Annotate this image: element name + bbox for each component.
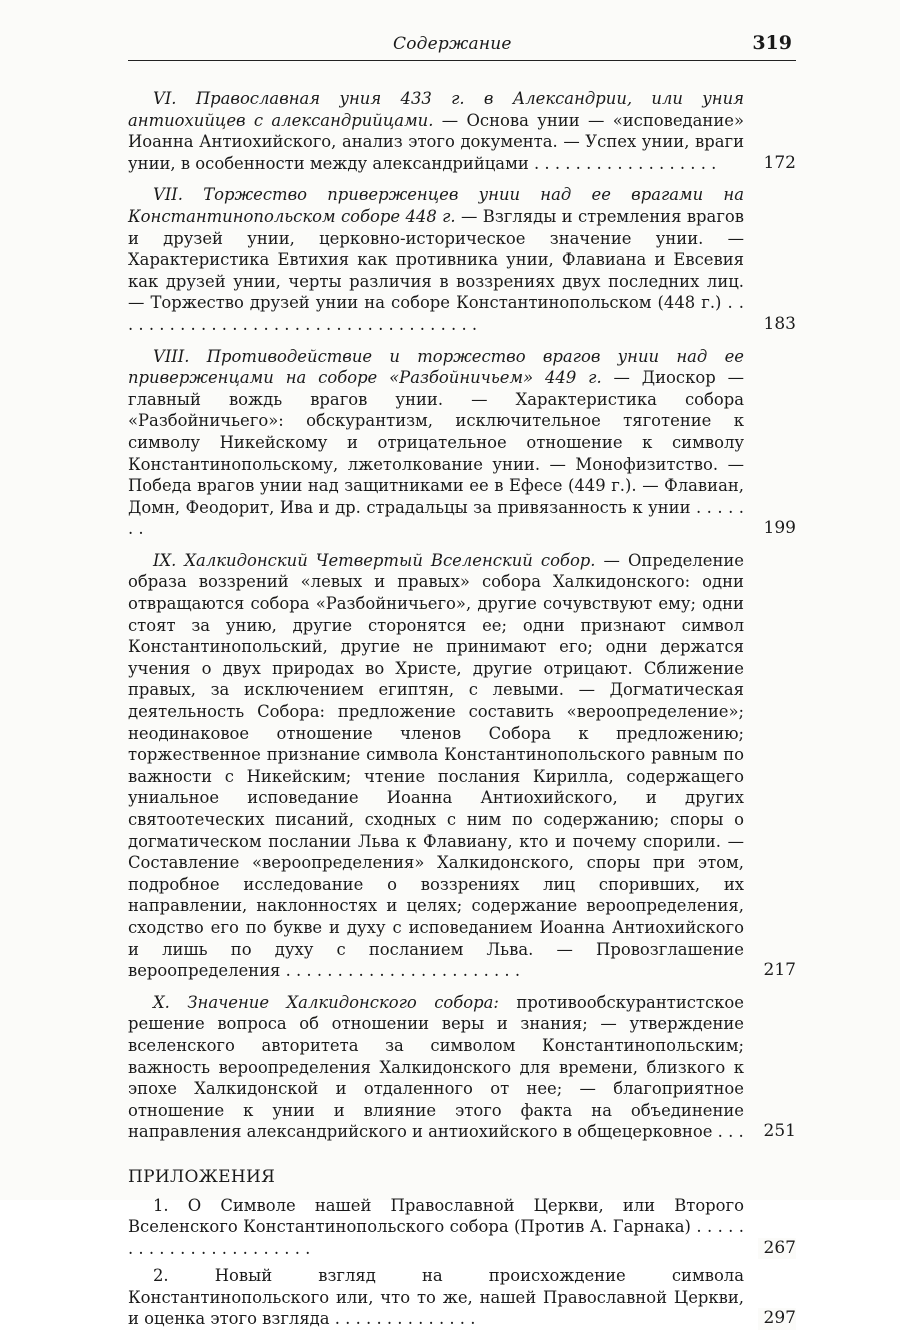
toc-entry-ix xyxy=(128,550,796,982)
toc-entry-title: VII. Торжество приверженцев унии над ее врагами на Константинопольском соборе 448 г. xyxy=(128,185,744,226)
toc-entry-title: VIII. Противодействие и торжество врагов унии над ее приверженцами на соборе «Разбойничьем» 449 г. xyxy=(128,346,744,388)
dot-leader: . . . . . . . . . . . . . . . . . . xyxy=(528,153,717,173)
toc-entry-description: — Диоскор — главный вождь врагов унии. — Характеристика собора «Разбойничьего»: обскурантизм, исключительное тяготение к символу Никейскому и отрицательное отношение к символу Константинопольскому, лжетолкование унии. — Монофизитство. — Победа врагов унии над защитниками ее в Ефесе (449 г.). — Флавиан, Домн, Феодорит, Ива и др. страдальцы за привязанность к унии xyxy=(128,368,744,517)
toc-entry-text xyxy=(128,88,744,174)
dot-leader: . . . . . . . . . . . . . . . . . . . . . . . xyxy=(280,961,521,981)
appendix-entry-text xyxy=(128,1195,744,1260)
appendix-entry-text xyxy=(128,1265,744,1330)
toc-entry-title: X. Значение Халкидонского собора: xyxy=(153,992,499,1012)
running-title: Содержание xyxy=(393,34,512,54)
toc-entry-vii xyxy=(128,184,796,335)
dot-leader: . . . . . . . . . . . . . . . . . . . . . . . xyxy=(128,1217,744,1258)
toc-entry-description: — Взгляды и стремления врагов и друзей унии, церковно-историческое значение унии. — Характеристика Евтихия как противника унии, Флавиана и Евсевия как друзей унии, черты различия в воззрениях двух последних лиц. — Торжество друзей унии на соборе Константинопольском (448 г.) xyxy=(128,206,744,313)
appendix-entry-2 xyxy=(128,1265,796,1330)
toc-entry-text xyxy=(128,184,744,335)
toc-entry-viii xyxy=(128,346,796,540)
appendix-entry-title: 2. Новый взгляд на происхождение символа Константинопольского или, что то же, нашей Православной Церкви, и оценка этого взгляда xyxy=(128,1266,744,1329)
toc-entry-page: 251 xyxy=(758,1121,796,1143)
page-header xyxy=(128,30,796,61)
toc-entry-page: 183 xyxy=(758,314,796,336)
appendix-entry-1 xyxy=(128,1195,796,1260)
appendix-entry-page: 267 xyxy=(758,1238,796,1260)
appendix-entry-title: 1. О Символе нашей Православной Церкви, или Второго Вселенского Константинопольского собора (Против А. Гарнака) xyxy=(128,1195,744,1237)
toc-entry-title: VI. Православная уния 433 г. в Александрии, или уния антиохийцев с александрийцами. xyxy=(128,89,744,130)
toc-entry-vi xyxy=(128,88,796,174)
appendix-entry-page: 297 xyxy=(758,1308,796,1330)
toc-entry-x xyxy=(128,992,796,1143)
toc-entry-title: IX. Халкидонский Четвертый Вселенский собор. xyxy=(153,550,596,570)
toc-entry-description: — Определение образа воззрений «левых и правых» собора Халкидонского: одни отвращаются собора «Разбойничьего», другие сочувствуют ему; одни стоят за унию, другие сторонятся ее; одни признают символ Константинопольский, другие не принимают его; одни держатся учения о двух природах во Христе, другие отрицают. Сближение правых, за исключением египтян, с левыми. — Догматическая деятельность Собора: предложение составить «вероопределение»; неодинаковое отношение членов Собора к предложению; торжественное признание символа Константинопольского равным по важности с Никейским; чтение послания Кирилла, содержащего униальное исповедание Иоанна Антиохийского, и других святоотеческих писаний, сходных с ним по содержанию; споры о догматическом послании Льва к Флавиану, кто и почему спорили. — Составление «вероопределения» Халкидонского, споры при этом, подробное исследование о воззрениях лиц споривших, их направлении, наклонностях и целях; содержание вероопределения, сходство его по букве и духу с исповеданием Иоанна Антиохийского и лишь по духу с посланием Льва. — Провозглашение вероопределения xyxy=(128,550,744,981)
dot-leader: . . . . . . . . . . . . . . xyxy=(329,1309,476,1329)
toc-entry-text xyxy=(128,550,744,982)
appendix-heading: ПРИЛОЖЕНИЯ xyxy=(128,1166,276,1187)
toc-entry-page: 172 xyxy=(758,153,796,175)
page-number: 319 xyxy=(752,32,792,54)
dot-leader: . . . . . . . . . . . . . . . . . . . . . . . . . . . . . . . . . . . . xyxy=(128,293,744,334)
toc-entry-text xyxy=(128,346,744,540)
toc-entry-page: 217 xyxy=(758,960,796,982)
toc-entry-description: противообскурантистское решение вопроса об отношении веры и знания; — утверждение вселенского авторитета за символом Константинопольским; важность вероопределения Халкидонского для времени, близкого к эпохе Халкидонской и отдаленного от нее; — благоприятное отношение к унии и влияние этого факта на объединение направления александрийского и антиохийского в общецерковное xyxy=(128,992,744,1142)
table-of-contents xyxy=(128,88,796,1336)
toc-entry-text xyxy=(128,992,744,1143)
dot-leader: . . . . . . . xyxy=(128,497,744,539)
toc-entry-description: — Основа унии — «исповедание» Иоанна Антиохийского, анализ этого документа. — Успех унии, враги унии, в особенности между александрийцами xyxy=(128,110,744,173)
dot-leader: . . . xyxy=(712,1122,744,1142)
toc-entry-page: 199 xyxy=(758,518,796,540)
